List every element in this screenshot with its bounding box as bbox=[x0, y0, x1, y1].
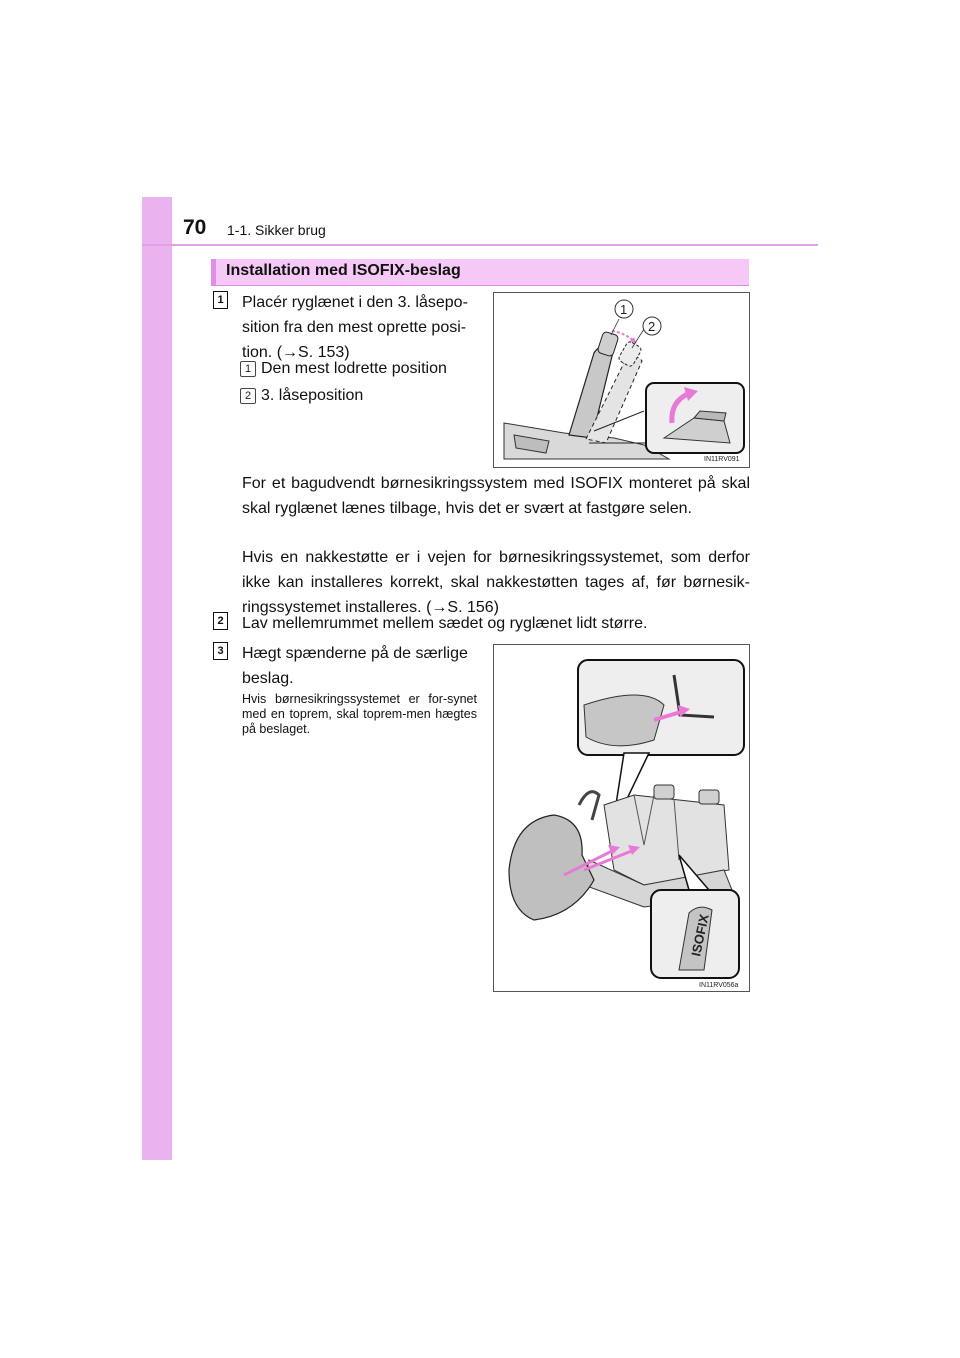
legend-text-2: 3. låseposition bbox=[261, 387, 364, 404]
page-number: 70 bbox=[183, 216, 207, 239]
section-underline bbox=[211, 285, 749, 286]
section-title: Installation med ISOFIX-beslag bbox=[226, 262, 461, 279]
step-1-paragraph-1: For et bagudvendt børnesikringssystem med ISOFIX monteret på skal skal ryglænet lænes tilbage, hvis det er svært at fastgøre selen. bbox=[242, 475, 750, 517]
step-1-paragraph-2: Hvis en nakkestøtte er i vejen for børnesikringssystemet, som derfor ikke kan installeres korrekt, skal nakkestøtten tages af, før børnesik-ringssystemet installeres. (→S. 156) bbox=[242, 549, 750, 616]
step-3-line-1: Hægt spænderne på de særlige bbox=[242, 645, 468, 662]
legend-marker-2: 2 bbox=[240, 388, 256, 404]
step-1-line-1: Placér ryglænet i den 3. låsepo- bbox=[242, 294, 468, 311]
fig1-callout-1: 1 bbox=[620, 302, 628, 317]
chapter-title: 1-1. Sikker brug bbox=[227, 222, 326, 238]
isofix-label: ISOFIX bbox=[688, 912, 712, 958]
step-1-line-3: tion. (→S. 153) bbox=[242, 344, 350, 361]
figure-seat-recline bbox=[493, 292, 750, 468]
figure-2-code: IN11RV056a bbox=[699, 982, 739, 989]
legend-marker-1: 1 bbox=[240, 361, 256, 377]
step-number-3: 3 bbox=[213, 642, 228, 660]
step-3-line-2: beslag. bbox=[242, 670, 294, 687]
section-heading bbox=[211, 259, 749, 285]
step-3-note: Hvis børnesikringssystemet er for-synet med en toprem, skal toprem-men hægtes på beslaget. bbox=[242, 692, 477, 736]
step-2-text: Lav mellemrummet mellem sædet og ryglænet lidt større. bbox=[242, 615, 648, 632]
figure-isofix-install bbox=[493, 644, 750, 992]
isofix-illustration bbox=[494, 645, 751, 993]
step-number-2: 2 bbox=[213, 612, 228, 630]
step-1-line-2: sition fra den mest oprette posi- bbox=[242, 319, 467, 336]
fig1-callout-2: 2 bbox=[648, 319, 656, 334]
side-margin-bar bbox=[142, 197, 172, 1160]
legend-text-1: Den mest lodrette position bbox=[261, 360, 447, 377]
header-rule bbox=[142, 244, 818, 246]
seat-recline-illustration bbox=[494, 293, 751, 469]
step-number-1: 1 bbox=[213, 291, 228, 309]
figure-1-code: IN11RV091 bbox=[704, 456, 740, 463]
